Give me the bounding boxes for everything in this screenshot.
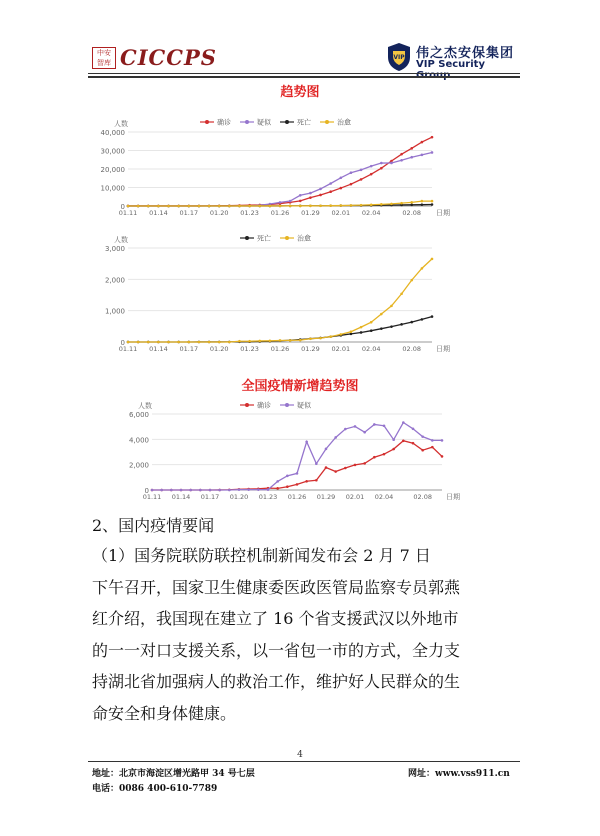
data-point xyxy=(151,489,154,492)
data-point xyxy=(350,330,353,333)
data-point xyxy=(189,489,192,492)
data-point xyxy=(410,279,413,282)
legend-label: 治愈 xyxy=(297,234,311,243)
page-number: 4 xyxy=(297,750,303,760)
data-point xyxy=(329,204,332,207)
data-point xyxy=(402,421,405,424)
data-point xyxy=(360,178,363,181)
data-point xyxy=(412,427,415,430)
data-point xyxy=(170,489,173,492)
x-tick-label: 01.26 xyxy=(287,493,307,501)
y-axis-label: 人数 xyxy=(114,120,128,128)
data-point xyxy=(315,462,318,465)
legend-marker xyxy=(285,236,289,240)
data-point xyxy=(286,485,289,488)
legend-label: 确诊 xyxy=(217,118,231,127)
legend-marker xyxy=(285,403,289,407)
data-point xyxy=(269,340,272,343)
data-point xyxy=(392,438,395,441)
vip-logo-en: VIP Security Group xyxy=(416,59,485,81)
x-tick-label: 01.23 xyxy=(240,209,259,217)
data-point xyxy=(325,466,328,469)
data-point xyxy=(431,200,434,203)
data-point xyxy=(383,424,386,427)
data-point xyxy=(400,202,403,205)
data-point xyxy=(319,194,322,197)
legend-marker xyxy=(245,236,249,240)
x-tick-label: 02.01 xyxy=(331,209,351,217)
y-tick-label: 6,000 xyxy=(128,411,149,419)
data-point xyxy=(257,488,260,491)
x-tick-label: 01.17 xyxy=(200,493,220,501)
data-point xyxy=(299,205,302,208)
x-tick-label: 02.04 xyxy=(361,345,381,353)
x-tick-label: 01.20 xyxy=(229,493,249,501)
vip-logo-cn: 伟之杰安保集团 xyxy=(416,46,515,61)
data-point xyxy=(340,187,343,190)
data-point xyxy=(198,341,201,344)
data-point xyxy=(380,203,383,206)
data-point xyxy=(329,190,332,193)
data-point xyxy=(147,205,150,208)
data-point xyxy=(299,194,302,197)
data-point xyxy=(319,188,322,191)
data-point xyxy=(380,167,383,170)
data-point xyxy=(325,448,328,451)
paragraph-line: 下午召开，国家卫生健康委医政医管局监察专员郭燕 xyxy=(92,577,461,597)
series-line xyxy=(128,152,432,206)
data-point xyxy=(390,162,393,165)
data-point xyxy=(267,488,270,491)
legend-marker xyxy=(245,403,249,407)
data-point xyxy=(167,341,170,344)
data-point xyxy=(350,204,353,207)
y-tick-label: 2,000 xyxy=(104,276,125,285)
chart-title-new-cases: 全国疫情新增趋势图 xyxy=(241,379,359,394)
data-point xyxy=(421,267,424,270)
data-point xyxy=(421,449,424,452)
data-point xyxy=(344,467,347,470)
legend-label: 疑似 xyxy=(257,118,271,127)
data-point xyxy=(157,341,160,344)
data-point xyxy=(305,480,308,483)
footer-website: 网址：www.vss911.cn xyxy=(408,769,510,779)
x-axis-label: 日期 xyxy=(436,209,450,217)
ciccps-logo xyxy=(92,47,232,69)
legend-marker xyxy=(205,120,209,124)
data-point xyxy=(390,325,393,328)
data-point xyxy=(299,200,302,203)
data-point xyxy=(421,200,424,203)
x-tick-label: 01.17 xyxy=(179,345,199,353)
data-point xyxy=(218,341,221,344)
data-point xyxy=(188,341,191,344)
data-point xyxy=(441,455,444,458)
data-point xyxy=(269,205,272,208)
series-line xyxy=(128,317,432,342)
series-line xyxy=(152,423,442,490)
data-point xyxy=(354,464,357,467)
y-tick-label: 30,000 xyxy=(100,147,125,156)
footer-address: 地址：北京市海淀区增光路甲 34 号七层 xyxy=(92,769,255,779)
y-tick-label: 10,000 xyxy=(100,184,125,193)
data-point xyxy=(421,154,424,157)
footer-rule xyxy=(88,761,520,762)
data-point xyxy=(334,436,337,439)
data-point xyxy=(218,489,221,492)
data-point xyxy=(319,337,322,340)
y-tick-label: 40,000 xyxy=(100,129,125,137)
data-point xyxy=(198,205,201,208)
data-point xyxy=(289,205,292,208)
y-tick-label: 2,000 xyxy=(128,461,149,470)
x-tick-label: 01.11 xyxy=(142,493,162,501)
data-point xyxy=(177,205,180,208)
x-tick-label: 02.08 xyxy=(402,345,422,353)
data-point xyxy=(247,488,250,491)
legend-label: 确诊 xyxy=(257,401,271,410)
x-tick-label: 01.29 xyxy=(316,493,336,501)
x-tick-label: 01.20 xyxy=(209,209,229,217)
news-paragraph xyxy=(92,540,522,729)
data-point xyxy=(289,200,292,203)
x-tick-label: 02.04 xyxy=(361,209,381,217)
data-point xyxy=(441,439,444,442)
data-point xyxy=(305,440,308,443)
legend-label: 治愈 xyxy=(337,118,351,127)
y-tick-label: 4,000 xyxy=(128,436,149,445)
data-point xyxy=(370,321,373,324)
x-tick-label: 01.23 xyxy=(258,493,278,501)
legend-marker xyxy=(245,120,249,124)
data-point xyxy=(289,339,292,342)
seal-logo: 中安 智库 xyxy=(92,47,116,69)
x-tick-label: 01.11 xyxy=(118,209,138,217)
data-point xyxy=(363,462,366,465)
data-point xyxy=(296,483,299,486)
paragraph-line: 命安全和身体健康。 xyxy=(92,703,237,723)
x-tick-label: 01.11 xyxy=(118,345,138,353)
data-point xyxy=(431,446,434,449)
x-tick-label: 01.14 xyxy=(149,345,168,353)
data-point xyxy=(410,201,413,204)
data-point xyxy=(276,480,279,483)
vip-security-logo xyxy=(380,42,520,81)
data-point xyxy=(147,341,150,344)
y-tick-label: 0 xyxy=(120,203,125,211)
data-point xyxy=(279,201,282,204)
data-point xyxy=(421,318,424,321)
legend-label: 疑似 xyxy=(297,401,311,410)
x-tick-label: 01.23 xyxy=(240,345,259,353)
data-point xyxy=(431,203,434,206)
data-point xyxy=(315,479,318,482)
data-point xyxy=(329,335,332,338)
data-point xyxy=(373,456,376,459)
paragraph-line: 红介绍，我国现在建立了 16 个省支援武汉以外地市 xyxy=(92,609,459,628)
data-point xyxy=(363,431,366,434)
data-point xyxy=(431,258,434,261)
data-point xyxy=(400,153,403,156)
data-point xyxy=(350,171,353,174)
legend-label: 死亡 xyxy=(257,234,271,243)
x-tick-label: 01.14 xyxy=(149,209,168,217)
data-point xyxy=(370,165,373,168)
data-point xyxy=(279,339,282,342)
data-point xyxy=(228,489,231,492)
data-point xyxy=(127,205,130,208)
paragraph-line: （1）国务院联防联控机制新闻发布会 2 月 7 日 xyxy=(92,546,431,565)
data-point xyxy=(370,204,373,207)
shield-icon xyxy=(386,42,412,72)
chart-title-trend: 趋势图 xyxy=(280,85,320,100)
series-line xyxy=(128,259,432,342)
data-point xyxy=(431,439,434,442)
data-point xyxy=(279,205,282,208)
data-point xyxy=(360,326,363,329)
data-point xyxy=(299,339,302,342)
data-point xyxy=(340,333,343,336)
data-point xyxy=(228,205,231,208)
data-point xyxy=(421,203,424,206)
data-point xyxy=(209,489,212,492)
data-point xyxy=(296,472,299,475)
data-point xyxy=(402,439,405,442)
data-point xyxy=(309,337,312,340)
data-point xyxy=(218,205,221,208)
data-point xyxy=(431,151,434,154)
data-point xyxy=(208,341,211,344)
x-axis-label: 日期 xyxy=(446,493,460,501)
section-heading: 2、国内疫情要闻 xyxy=(92,516,215,535)
data-point xyxy=(340,177,343,180)
page-header xyxy=(0,0,600,80)
data-point xyxy=(390,305,393,308)
data-point xyxy=(329,182,332,185)
data-point xyxy=(309,192,312,195)
data-point xyxy=(286,475,289,478)
data-point xyxy=(258,205,261,208)
data-point xyxy=(157,205,160,208)
x-tick-label: 01.14 xyxy=(171,493,191,501)
data-point xyxy=(309,205,312,208)
x-tick-label: 01.29 xyxy=(301,345,320,353)
data-point xyxy=(400,159,403,162)
data-point xyxy=(180,489,183,492)
data-point xyxy=(177,341,180,344)
data-point xyxy=(380,313,383,316)
trend-chart xyxy=(90,112,450,220)
data-point xyxy=(248,205,251,208)
y-tick-label: 20,000 xyxy=(100,166,125,174)
x-tick-label: 01.17 xyxy=(179,209,199,217)
data-point xyxy=(208,205,211,208)
data-point xyxy=(410,147,413,150)
data-point xyxy=(137,341,140,344)
data-point xyxy=(373,423,376,426)
x-tick-label: 02.01 xyxy=(331,345,351,353)
data-point xyxy=(370,173,373,176)
legend-label: 死亡 xyxy=(297,118,311,127)
data-point xyxy=(400,323,403,326)
series-line xyxy=(128,137,432,206)
y-tick-label: 0 xyxy=(144,487,149,495)
series-line xyxy=(152,441,442,490)
x-tick-label: 02.08 xyxy=(413,493,432,501)
data-point xyxy=(238,340,241,343)
legend-marker xyxy=(285,120,289,124)
x-axis-label: 日期 xyxy=(436,345,450,353)
data-point xyxy=(340,204,343,207)
data-point xyxy=(354,425,357,428)
legend-marker xyxy=(325,120,329,124)
paragraph-line: 持湖北省加强病人的救治工作，维护好人民群众的生 xyxy=(92,672,461,691)
y-tick-label: 3,000 xyxy=(104,245,125,253)
data-point xyxy=(390,203,393,206)
data-point xyxy=(360,204,363,207)
x-tick-label: 02.08 xyxy=(402,209,422,217)
data-point xyxy=(431,136,434,139)
data-point xyxy=(380,162,383,165)
data-point xyxy=(412,442,415,445)
y-tick-label: 1,000 xyxy=(104,307,125,316)
new-cases-chart xyxy=(110,394,470,504)
data-point xyxy=(370,329,373,332)
x-tick-label: 01.26 xyxy=(270,345,290,353)
data-point xyxy=(392,448,395,451)
data-point xyxy=(258,340,261,343)
death-cure-chart xyxy=(90,228,462,358)
data-point xyxy=(383,453,386,456)
data-point xyxy=(276,487,279,490)
data-point xyxy=(160,489,163,492)
data-point xyxy=(238,488,241,491)
header-rule-thick xyxy=(88,76,520,78)
data-point xyxy=(350,183,353,186)
data-point xyxy=(431,315,434,318)
y-axis-label: 人数 xyxy=(138,402,152,410)
data-point xyxy=(188,205,191,208)
data-point xyxy=(127,341,130,344)
data-point xyxy=(238,205,241,208)
data-point xyxy=(360,331,363,334)
data-point xyxy=(319,204,322,207)
x-tick-label: 01.26 xyxy=(270,209,290,217)
data-point xyxy=(421,435,424,438)
x-tick-label: 02.01 xyxy=(345,493,365,501)
data-point xyxy=(344,428,347,431)
data-point xyxy=(380,327,383,330)
svg-text:VIP: VIP xyxy=(393,54,405,61)
header-rule xyxy=(88,73,520,74)
data-point xyxy=(137,205,140,208)
data-point xyxy=(421,141,424,144)
data-point xyxy=(410,156,413,159)
x-tick-label: 01.20 xyxy=(209,345,229,353)
ciccps-wordmark: CICCPS xyxy=(120,45,217,70)
data-point xyxy=(360,169,363,172)
data-point xyxy=(334,470,337,473)
data-point xyxy=(248,340,251,343)
y-axis-label: 人数 xyxy=(114,236,128,244)
x-tick-label: 01.29 xyxy=(301,209,320,217)
data-point xyxy=(410,204,413,207)
data-point xyxy=(410,321,413,324)
data-point xyxy=(228,341,231,344)
data-point xyxy=(167,205,170,208)
x-tick-label: 02.04 xyxy=(374,493,394,501)
y-tick-label: 0 xyxy=(120,339,125,347)
data-point xyxy=(309,196,312,199)
data-point xyxy=(400,292,403,295)
data-point xyxy=(199,489,202,492)
footer-phone: 电话：0086 400-610-7789 xyxy=(92,784,218,794)
paragraph-line: 的一一对口支援关系，以一省包一市的方式，全力支 xyxy=(92,640,461,660)
